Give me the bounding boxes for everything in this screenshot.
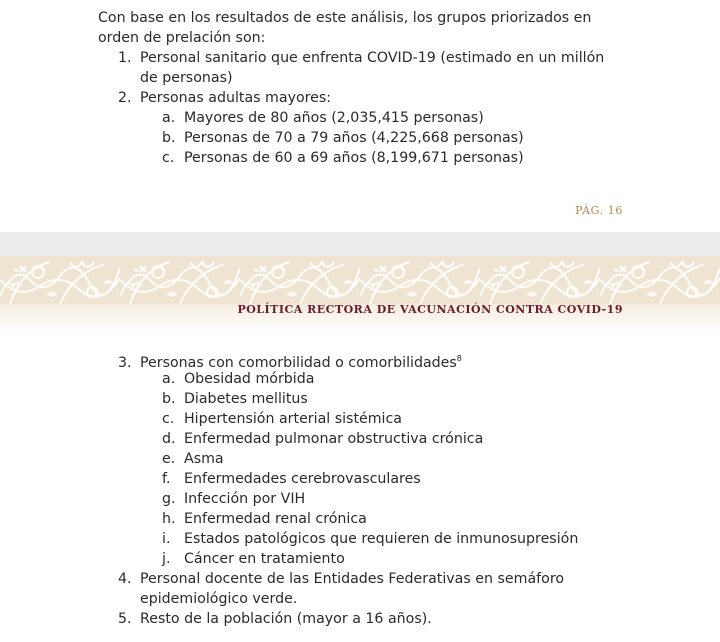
- comorbidity-item: [162, 549, 345, 569]
- sub-letter: d.: [162, 431, 176, 447]
- sub-letter: f.: [162, 471, 171, 487]
- footnote-marker: 8: [456, 354, 462, 363]
- comorbidity-item: [162, 469, 421, 489]
- comorbidity-item: [162, 389, 308, 409]
- list-number: 3.: [118, 355, 132, 371]
- sub-letter: c.: [162, 150, 175, 166]
- sub-text: Asma: [184, 451, 224, 467]
- sub-letter: i.: [162, 531, 171, 547]
- comorbidity-item: [162, 529, 578, 549]
- page-gap: [0, 232, 720, 256]
- sub-text: Enfermedad pulmonar obstructiva crónica: [184, 431, 484, 447]
- list-item-text: Resto de la población (mayor a 16 años).: [140, 611, 432, 627]
- sub-item-c: [162, 148, 524, 168]
- sub-letter: g.: [162, 491, 176, 507]
- comorbidity-item: [162, 369, 314, 389]
- sub-letter: e.: [162, 451, 176, 467]
- ornamental-pattern-icon: [0, 256, 720, 304]
- document-running-header: POLÍTICA RECTORA DE VACUNACIÓN CONTRA COVID-19: [237, 303, 623, 316]
- list-item-text: Personal sanitario que enfrenta COVID-19 (estimado en un millón: [140, 50, 605, 66]
- sub-text: Enfermedades cerebrovasculares: [184, 471, 421, 487]
- sub-text: Estados patológicos que requieren de inmunosupresión: [184, 531, 579, 547]
- list-number: 2.: [118, 90, 132, 106]
- sub-letter: c.: [162, 411, 175, 427]
- list-item-4-continuation: epidemiológico verde.: [140, 591, 298, 607]
- intro-line-1: Con base en los resultados de este análisis, los grupos priorizados en: [98, 10, 592, 26]
- sub-text: Personas de 70 a 79 años (4,225,668 personas): [184, 130, 524, 146]
- sub-text: Infección por VIH: [184, 491, 306, 507]
- list-item-text: Personas con comorbilidad o comorbilidades: [140, 355, 457, 371]
- sub-text: Enfermedad renal crónica: [184, 511, 367, 527]
- list-item-text: Personas adultas mayores:: [140, 90, 332, 106]
- sub-item-a: [162, 108, 484, 128]
- sub-letter: b.: [162, 130, 176, 146]
- sub-text: Diabetes mellitus: [184, 391, 308, 407]
- sub-text: Cáncer en tratamiento: [184, 551, 345, 567]
- intro-line-2: orden de prelación son:: [98, 30, 266, 46]
- sub-letter: h.: [162, 511, 176, 527]
- list-number: 1.: [118, 50, 132, 66]
- sub-text: Mayores de 80 años (2,035,415 personas): [184, 110, 484, 126]
- list-item-1: [118, 48, 604, 68]
- sub-letter: a.: [162, 110, 176, 126]
- intro-paragraph: [98, 8, 591, 48]
- comorbidity-item: [162, 489, 305, 509]
- list-item-5: [118, 609, 432, 629]
- sub-letter: j.: [162, 551, 171, 567]
- sub-text: Hipertensión arterial sistémica: [184, 411, 402, 427]
- sub-letter: b.: [162, 391, 176, 407]
- comorbidity-item: [162, 509, 367, 529]
- list-item-2: [118, 88, 331, 108]
- comorbidity-item: [162, 429, 483, 449]
- list-number: 5.: [118, 611, 132, 627]
- sub-letter: a.: [162, 371, 176, 387]
- sub-text: Personas de 60 a 69 años (8,199,671 personas): [184, 150, 524, 166]
- list-item-1-continuation: de personas): [140, 70, 233, 86]
- decorative-header-band: [0, 256, 720, 332]
- sub-text: Obesidad mórbida: [184, 371, 315, 387]
- comorbidity-item: [162, 409, 402, 429]
- page-number: PÁG. 16: [575, 204, 623, 217]
- comorbidity-item: [162, 449, 224, 469]
- list-number: 4.: [118, 571, 132, 587]
- sub-item-b: [162, 128, 524, 148]
- list-item-text: Personal docente de las Entidades Federativas en semáforo: [140, 571, 565, 587]
- list-item-4: [118, 569, 564, 589]
